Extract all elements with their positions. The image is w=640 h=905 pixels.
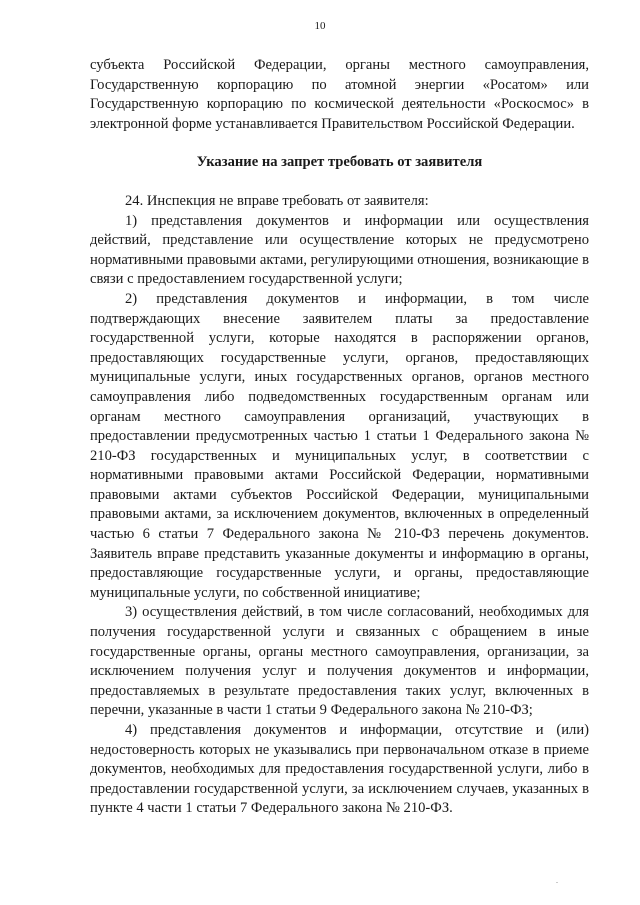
list-item-1: 1) представления документов и информации или осуществления действий, представление или осуществление которых не предусмотрено нормативными правовыми актами, регулирующими отношения, возникающие в связи с предоставлением государственной услуги; [90, 212, 589, 288]
list-item-2: 2) представления документов и информации, в том числе подтверждающих внесение заявителем платы за предоставление государственной услуги, которые находятся в распоряжении органов, предоставляющих государственные услуги, органов, предоставляющих муниципальные услуги, иных государственных органов, органов местного самоуправления либо подведомственных государственным органам или органам местного самоуправления организаций, участвующих в предоставлении предусмотренных частью 1 статьи 1 Федерального закона № 210-ФЗ государственных и муниципальных услуг, в соответствии с нормативными правовыми актами Российской Федерации, нормативными правовыми актами субъектов Российской Федерации, муниципальными правовыми актами, за исключением документов, включенных в определенный частью 6 статьи 7 Федерального закона № 210-ФЗ перечень документов. Заявитель вправе представить указанные документы и информацию в органы, предоставляющие государственные услуги, и органы, предоставляющие муниципальные услуги, по собственной инициативе; [90, 290, 589, 601]
document-body [90, 56, 589, 819]
section-heading: Указание на запрет требовать от заявителя [196, 154, 483, 171]
scan-artifact: . [556, 876, 558, 885]
page-number: 10 [314, 20, 326, 32]
paragraph-24-intro: 24. Инспекция не вправе требовать от заявителя: [125, 192, 429, 209]
continuation-paragraph: субъекта Российской Федерации, органы местного самоуправления, Государственную корпорацию по атомной энергии «Росатом» или Государственную корпорацию по космической деятельности «Роскосмос» в электронной форме устанавливается Правительством Российской Федерации. [90, 57, 589, 132]
list-item-3: 3) осуществления действий, в том числе согласований, необходимых для получения государственной услуги и связанных с обращением в иные государственные органы, органы местного самоуправления, организации, за исключением получения услуг и получения документов и информации, предоставляемых в результате предоставления таких услуг, включенных в перечни, указанные в части 1 статьи 9 Федерального закона № 210-ФЗ; [90, 604, 589, 719]
list-item-4: 4) представления документов и информации, отсутствие и (или) недостоверность которых не указывались при первоначальном отказе в приеме документов, необходимых для предоставления государственной услуги, либо в предоставлении государственной услуги, за исключением случаев, указанных в пункте 4 части 1 статьи 7 Федерального закона № 210-ФЗ. [90, 722, 589, 817]
